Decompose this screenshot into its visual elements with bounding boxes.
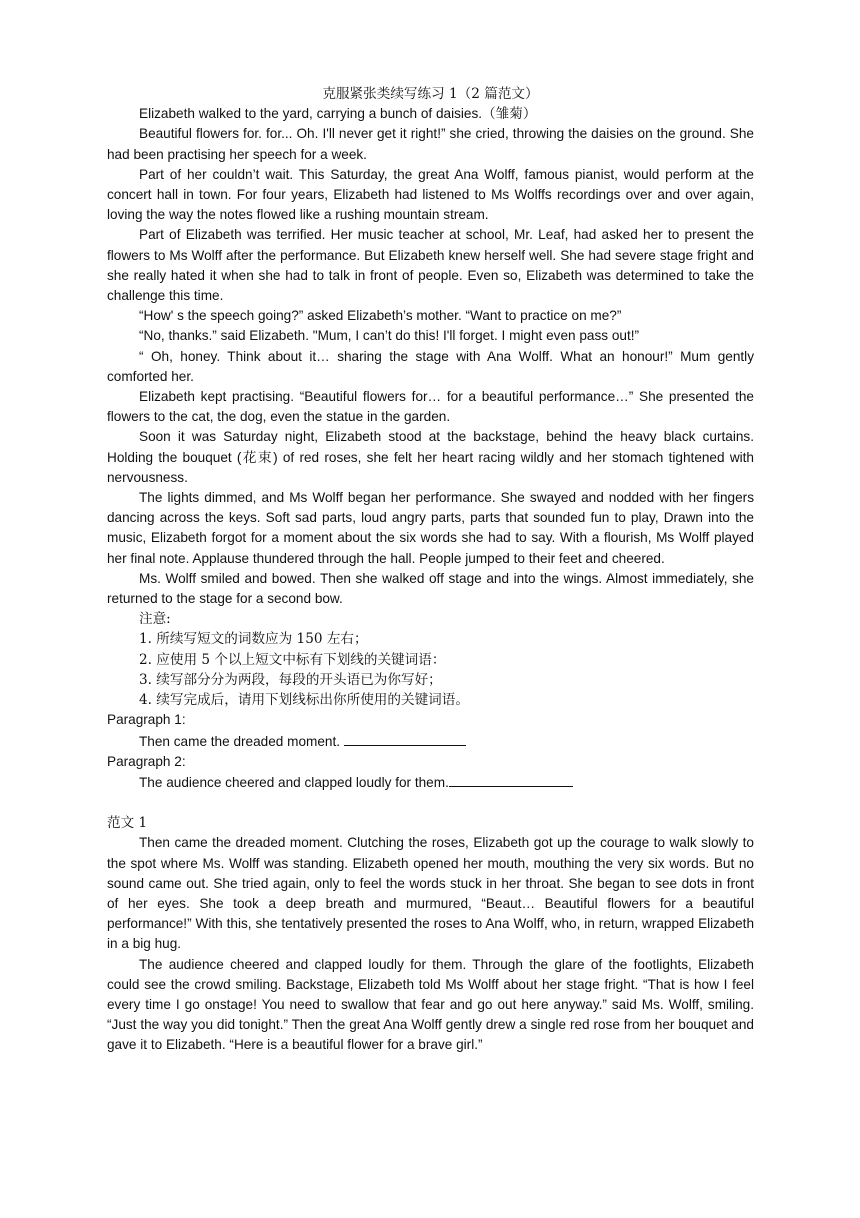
- story-paragraph: Soon it was Saturday night, Elizabeth stood at the backstage, behind the heavy black curtains. Holding the bouquet (花束) of red roses, she felt her heart racing wildly and her stomach tightened with nervousness.: [107, 429, 754, 485]
- starter-text: The audience cheered and clapped loudly for them.: [139, 774, 449, 790]
- answer-blank: [344, 731, 466, 746]
- story-paragraph: “No, thanks.” said Elizabeth. "Mum, I can’t do this! I'll forget. I might even pass out!”: [139, 328, 640, 344]
- note-item: 4. 续写完成后，请用下划线标出你所使用的关键词语。: [139, 692, 469, 709]
- document-title: 克服紧张类续写练习 1（2 篇范文）: [322, 86, 539, 102]
- story-paragraph: “How' s the speech going?” asked Elizabeth’s mother. “Want to practice on me?”: [139, 308, 622, 324]
- story-paragraph: Elizabeth walked to the yard, carrying a bunch of daisies.（雏菊）: [139, 106, 537, 122]
- sample-heading: 范文 1: [107, 815, 148, 832]
- paragraph-starter: [107, 772, 754, 793]
- note-item: 1. 所续写短文的词数应为 150 左右；: [139, 631, 368, 648]
- notes-heading: 注意:: [139, 611, 171, 628]
- story-paragraph: Part of Elizabeth was terrified. Her music teacher at school, Mr. Leaf, had asked her to present the flowers to Ms Wolff after the performance. But Elizabeth knew herself well. She had severe stage fright and she really hated it when she had to talk in front of people. Even so, Elizabeth was determined to take the challenge this time.: [107, 227, 754, 304]
- paragraph-starter: [107, 731, 754, 752]
- story-paragraph: Elizabeth kept practising. “Beautiful flowers for… for a beautiful performance…” She presented the flowers to the cat, the dog, even the statue in the garden.: [107, 389, 754, 425]
- writing-prompts: [107, 710, 754, 793]
- story-paragraph: “ Oh, honey. Think about it… sharing the stage with Ana Wolff. What an honour!” Mum gently comforted her.: [107, 348, 754, 384]
- notes-section: [107, 609, 754, 710]
- story-paragraph: Beautiful flowers for. for... Oh. I'll never get it right!” she cried, throwing the daisies on the ground. She had been practising her speech for a week.: [107, 126, 754, 162]
- paragraph-label: Paragraph 1:: [107, 712, 186, 728]
- note-item: 2. 应使用 5 个以上短文中标有下划线的关键词语：: [139, 651, 446, 668]
- sample-essay: [107, 813, 754, 1055]
- story-paragraph: Part of her couldn’t wait. This Saturday, the great Ana Wolff, famous pianist, would perform at the concert hall in town. For four years, Elizabeth had listened to Ms Wolffs recordings over and over again, loving the way the notes flowed like a rushing mountain stream.: [107, 166, 754, 223]
- story-paragraph: The lights dimmed, and Ms Wolff began her performance. She swayed and nodded with her fingers dancing across the keys. Soft sad parts, loud angry parts, parts that sounded fun to play, Drawn into the music, Elizabeth forgot for a moment about the six words she had to say. With a flourish, Ms Wolff played her final note. Applause thundered through the hall. People jumped to their feet and cheered.: [107, 490, 754, 566]
- document-page: [107, 84, 754, 1056]
- starter-text: Then came the dreaded moment.: [139, 733, 340, 749]
- story-text: [107, 104, 754, 609]
- note-item: 3. 续写部分分为两段，每段的开头语已为你写好；: [139, 671, 442, 688]
- story-paragraph: Ms. Wolff smiled and bowed. Then she walked off stage and into the wings. Almost immediately, she returned to the stage for a second bow.: [107, 570, 754, 607]
- sample-paragraph: Then came the dreaded moment. Clutching the roses, Elizabeth got up the courage to walk slowly to the spot where Ms. Wolff was standing. Elizabeth opened her mouth, mouthing the very six words. But no sound came out. She tried again, only to feel the words stuck in her throat. She began to see dots in front of her eyes. She took a deep breath and murmured, “Beaut… Beautiful flowers for a beautiful performance!” With this, she tentatively presented the roses to Ana Wolff, who, in return, wrapped Elizabeth in a big hug.: [107, 835, 754, 952]
- answer-blank: [449, 772, 573, 787]
- sample-paragraph: The audience cheered and clapped loudly for them. Through the glare of the footlights, Elizabeth could see the crowd smiling. Backstage, Elizabeth told Ms Wolff about her stage fright. “That is how I feel every time I go onstage! You need to swallow that fear and go out here anyway.” said Ms. Wolff, smiling. “Just the way you did tonight.” Then the great Ana Wolff gently drew a single red rose from her bouquet and gave it to Elizabeth. “Here is a beautiful flower for a brave girl.”: [107, 956, 754, 1053]
- paragraph-label: Paragraph 2:: [107, 753, 186, 769]
